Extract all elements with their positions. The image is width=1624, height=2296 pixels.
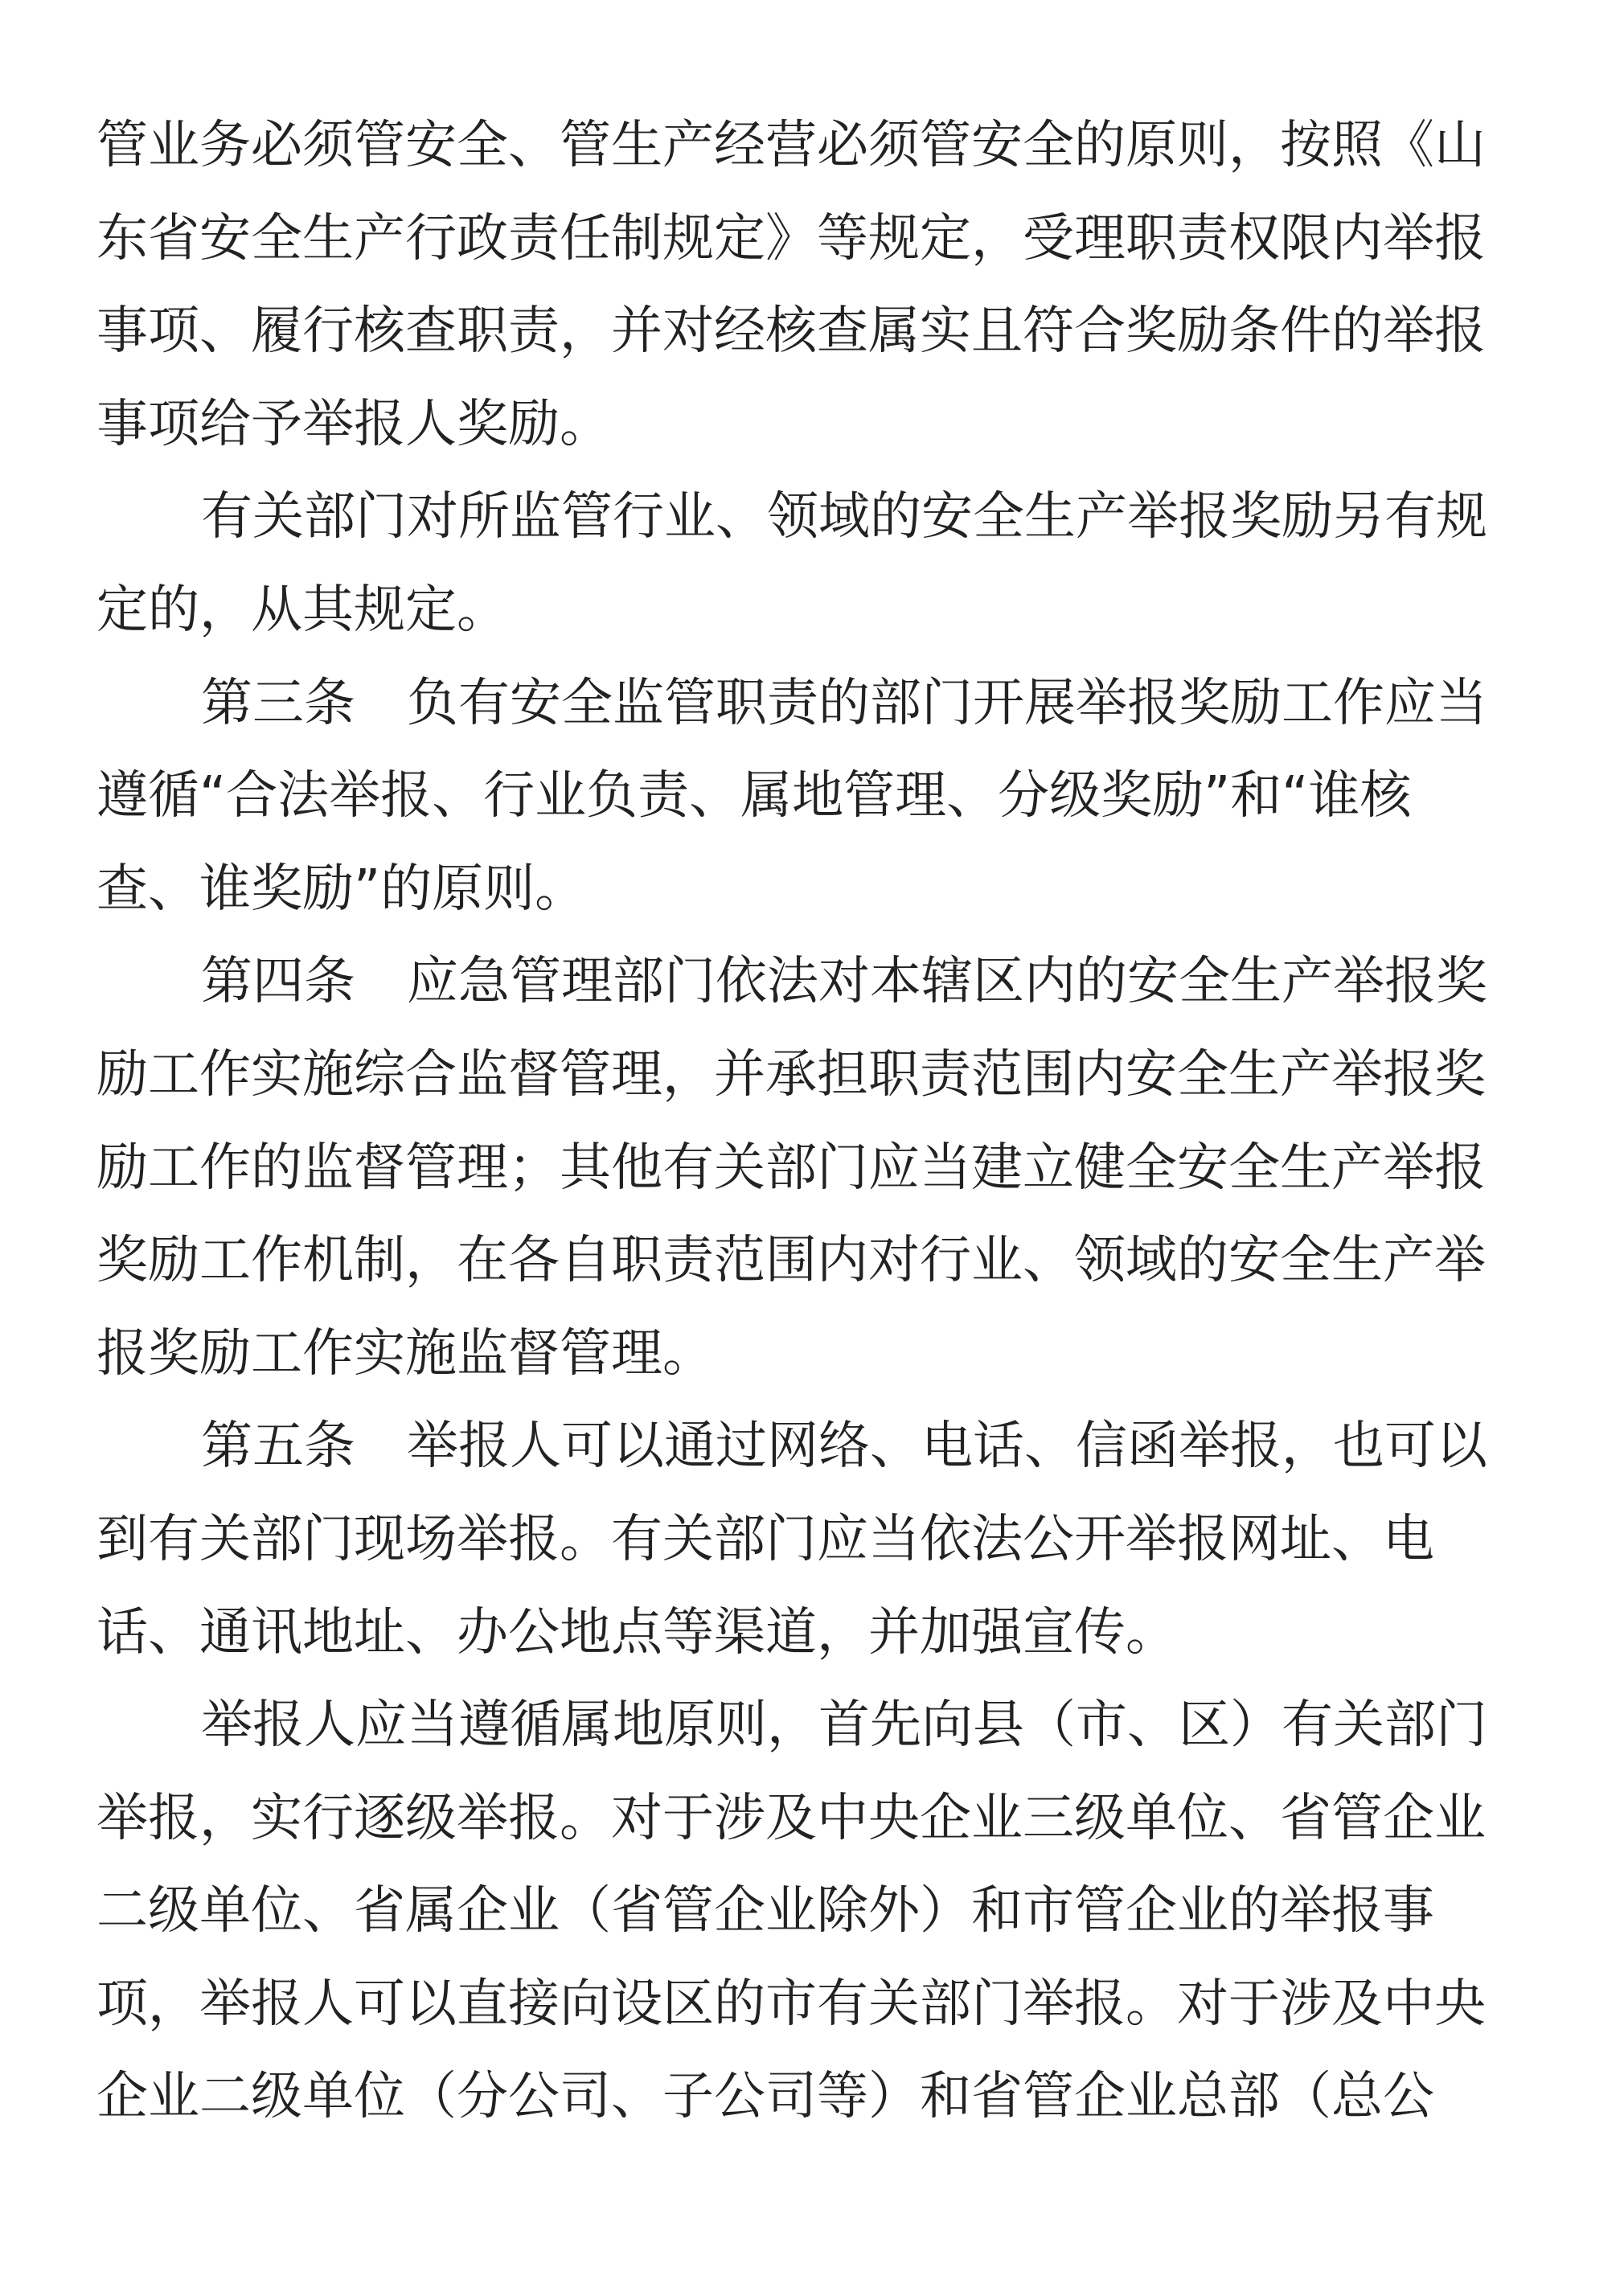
text-line: 项，举报人可以直接向设区的市有关部门举报。对于涉及中央 (96, 1974, 1486, 2034)
text-line: 举报，实行逐级举报。对于涉及中央企业三级单位、省管企业 (96, 1788, 1486, 1848)
text-line: 管业务必须管安全、管生产经营必须管安全的原则，按照《山 (96, 116, 1486, 175)
text-line: 话、通讯地址、办公地点等渠道，并加强宣传。 (96, 1602, 1177, 1663)
article-3-first-line: 第三条 负有安全监管职责的部门开展举报奖励工作应当 (201, 673, 1487, 733)
paragraph-first-line: 有关部门对所监管行业、领域的安全生产举报奖励另有规 (201, 487, 1487, 547)
text-line: 报奖励工作实施监督管理。 (96, 1323, 714, 1384)
text-line: 事项给予举报人奖励。 (96, 394, 611, 454)
text-line: 励工作的监督管理；其他有关部门应当建立健全安全生产举报 (96, 1138, 1486, 1198)
article-5-first-line: 第五条 举报人可以通过网络、电话、信函举报，也可以 (201, 1417, 1487, 1477)
document-body (96, 100, 1528, 2144)
text-line: 事项、履行核查职责，并对经核查属实且符合奖励条件的举报 (96, 301, 1486, 362)
text-line: 东省安全生产行政责任制规定》等规定，受理职责权限内举报 (96, 208, 1486, 269)
text-line: 奖励工作机制，在各自职责范围内对行业、领域的安全生产举 (96, 1231, 1486, 1291)
text-line: 二级单位、省属企业（省管企业除外）和市管企业的举报事 (96, 1881, 1434, 1941)
text-line: 遵循“合法举报、行业负责、属地管理、分级奖励”和“谁核 (96, 766, 1412, 826)
article-4-first-line: 第四条 应急管理部门依法对本辖区内的安全生产举报奖 (201, 952, 1487, 1012)
text-line: 到有关部门现场举报。有关部门应当依法公开举报网址、电 (96, 1509, 1434, 1569)
paragraph-first-line: 举报人应当遵循属地原则，首先向县（市、区）有关部门 (201, 1695, 1487, 1756)
text-line: 企业二级单位（分公司、子公司等）和省管企业总部（总公 (96, 2067, 1434, 2127)
text-line: 查、谁奖励”的原则。 (96, 859, 587, 919)
text-line: 定的，从其规定。 (96, 580, 508, 640)
text-line: 励工作实施综合监督管理，并承担职责范围内安全生产举报奖 (96, 1044, 1486, 1105)
